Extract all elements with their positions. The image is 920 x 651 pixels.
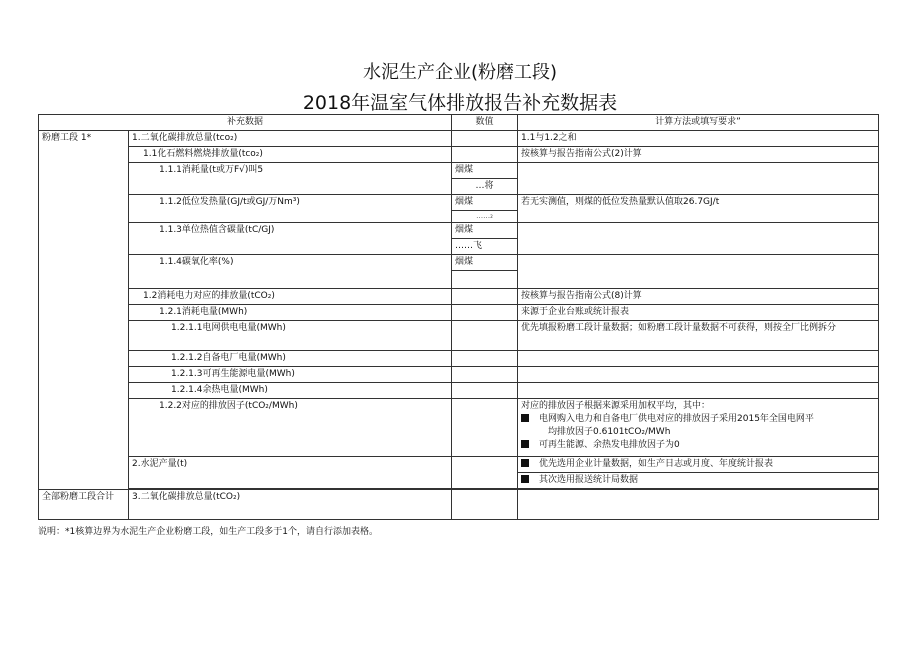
row-value[interactable] xyxy=(452,321,518,351)
row-label: 1.2.1.4余热电量(MWh) xyxy=(129,383,452,399)
row-method xyxy=(518,473,879,489)
header-value: 数值 xyxy=(452,115,518,131)
method-bullet-cont: 均排放因子0.6101tCO₂/MWh xyxy=(548,427,671,437)
bullet-square xyxy=(521,475,529,483)
table-row xyxy=(39,367,879,383)
row-method xyxy=(518,223,879,255)
row-method xyxy=(518,367,879,383)
table-row xyxy=(39,131,879,147)
row-label: 3.二氧化碳排放总量(tCO₂) xyxy=(129,490,452,520)
row-method xyxy=(518,457,879,473)
row-method: 来源于企业台账或统计报表 xyxy=(518,305,879,321)
row-value[interactable] xyxy=(452,399,518,457)
row-method xyxy=(518,351,879,367)
row-label: 1.2消耗电力对应的排放量(tCO₂) xyxy=(129,289,452,305)
header-method: 计算方法或填写要求” xyxy=(518,115,879,131)
row-value[interactable] xyxy=(452,457,518,489)
row-value[interactable] xyxy=(452,351,518,367)
supplementary-data-table xyxy=(38,114,879,520)
row-method xyxy=(518,399,879,457)
section-grinding-1: 粉磨工段 1* xyxy=(39,131,129,490)
row-value[interactable] xyxy=(452,383,518,399)
row-value[interactable]: 烟煤 xyxy=(452,223,518,239)
row-value[interactable]: 烟煤 xyxy=(452,255,518,271)
title-line2: 2018年温室气体排放报告补充数据表 xyxy=(302,92,618,114)
method-bullet: 优先选用企业计量数据，如生产日志或月度、年度统计报表 xyxy=(539,459,774,469)
method-bullet: 其次选用报送统计局数据 xyxy=(539,475,639,485)
table-row xyxy=(39,321,879,351)
row-value[interactable] xyxy=(452,289,518,305)
row-value[interactable]: ……₂ xyxy=(452,211,518,223)
footnote: 说明：*1核算边界为水泥生产企业粉磨工段，如生产工段多于1个，请自行添加表格。 xyxy=(38,527,378,537)
row-value[interactable]: …将 xyxy=(452,179,518,195)
row-method xyxy=(518,383,879,399)
table-row xyxy=(39,223,879,239)
method-bullet: 电网购入电力和自备电厂供电对应的排放因子采用2015年全国电网平 xyxy=(539,414,814,424)
table-row xyxy=(39,383,879,399)
row-value[interactable] xyxy=(452,131,518,147)
row-method: 按核算与报告指南公式(8)计算 xyxy=(518,289,879,305)
row-label: 1.2.1.3可再生能源电量(MWh) xyxy=(129,367,452,383)
table-row xyxy=(39,163,879,179)
row-method: 1.1与1.2之和 xyxy=(518,131,879,147)
row-method xyxy=(518,255,879,289)
method-bullet: 可再生能源、余热发电排放因子为0 xyxy=(539,440,680,450)
row-label: 1.1化石燃料燃烧排放量(tco₂) xyxy=(129,147,452,163)
row-label: 2.水泥产量(t) xyxy=(129,457,452,489)
row-label: 1.1.1消耗量(t或万F√)叫5 xyxy=(129,163,452,195)
row-label: 1.1.3单位热值含碳量(tC/GJ) xyxy=(129,223,452,255)
row-value[interactable] xyxy=(452,271,518,289)
table-row xyxy=(39,305,879,321)
row-label: 1.2.1.2自备电厂电量(MWh) xyxy=(129,351,452,367)
row-method: 按核算与报告指南公式(2)计算 xyxy=(518,147,879,163)
row-value[interactable] xyxy=(452,367,518,383)
row-label: 1.二氧化碳排放总量(tco₂) xyxy=(129,131,452,147)
table-row xyxy=(39,147,879,163)
row-value[interactable]: 烟煤 xyxy=(452,195,518,211)
row-method: 优先填报粉磨工段计量数据；如粉磨工段计量数据不可获得，则按全厂比例拆分 xyxy=(518,321,879,351)
bullet-square xyxy=(521,459,529,467)
row-value[interactable] xyxy=(452,490,518,520)
row-value[interactable] xyxy=(452,305,518,321)
bullet-square xyxy=(521,440,529,448)
table-row xyxy=(39,195,879,211)
table-row xyxy=(39,490,879,520)
table-header-row xyxy=(39,115,879,131)
row-label: 1.1.2低位发热量(GJ/t或GJ/万Nm³) xyxy=(129,195,452,223)
row-label: 1.2.1.1电网供电电量(MWh) xyxy=(129,321,452,351)
row-value[interactable]: ……飞 xyxy=(452,239,518,255)
table-row xyxy=(39,457,879,473)
row-method: 若无实测值，则煤的低位发热量默认值取26.7GJ/t xyxy=(518,195,879,223)
row-label: 1.2.1消耗电量(MWh) xyxy=(129,305,452,321)
row-label: 1.1.4碳氧化率(%) xyxy=(129,255,452,289)
row-value[interactable]: 烟煤 xyxy=(452,163,518,179)
section-all-grinding-total: 全部粉磨工段合计 xyxy=(39,490,129,520)
row-method xyxy=(518,163,879,195)
row-label: 1.2.2对应的排放因子(tCO₂/MWh) xyxy=(129,399,452,457)
bullet-square xyxy=(521,414,529,422)
row-method xyxy=(518,490,879,520)
title-line1: 水泥生产企业(粉磨工段) xyxy=(362,62,558,83)
method-intro: 对应的排放因子根据来源采用加权平均，其中： xyxy=(521,401,711,411)
table-row xyxy=(39,399,879,457)
table-row xyxy=(39,289,879,305)
row-value[interactable] xyxy=(452,147,518,163)
table-row xyxy=(39,351,879,367)
header-supplementary-data: 补充数据 xyxy=(39,115,452,131)
table-row xyxy=(39,255,879,271)
